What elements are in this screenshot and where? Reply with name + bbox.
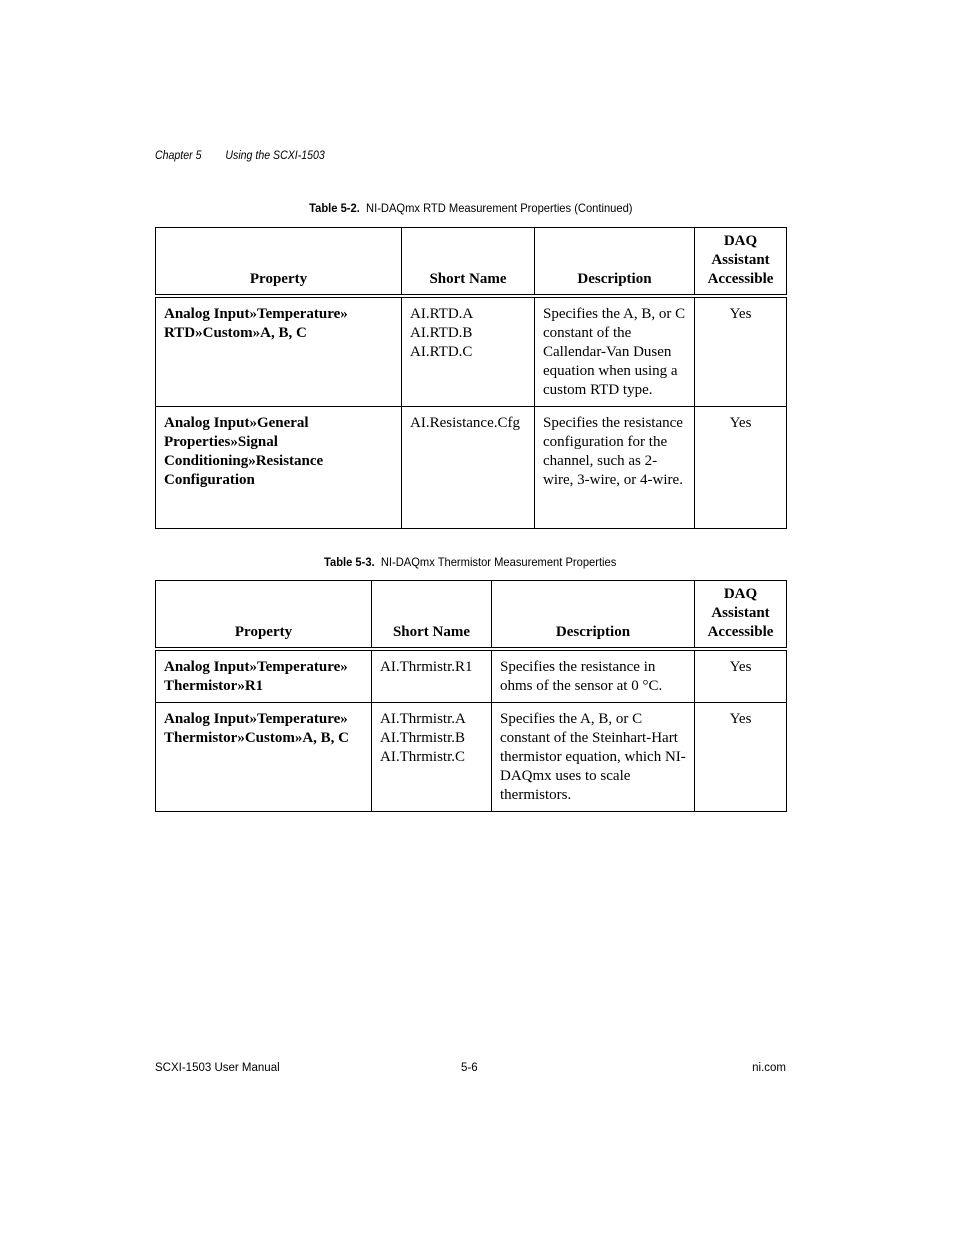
description-cell: Specifies the resistance in ohms of the sensor at 0 °C. xyxy=(492,649,695,703)
daq-accessible-cell: Yes xyxy=(695,296,787,407)
short-name: AI.Thrmistr.A xyxy=(380,711,466,727)
column-header-daq-assistant: DAQ Assistant Accessible xyxy=(695,228,787,297)
column-header-daq-assistant: DAQ Assistant Accessible xyxy=(695,581,787,650)
short-name: AI.Thrmistr.B xyxy=(380,730,465,746)
short-name-cell xyxy=(402,407,535,529)
short-name: AI.RTD.B xyxy=(410,325,473,341)
table1-caption-title: NI-DAQmx RTD Measurement Properties (Continued) xyxy=(365,201,633,215)
running-header xyxy=(155,150,325,162)
chapter-label: Chapter 5 xyxy=(155,150,202,162)
table2-caption xyxy=(155,555,786,569)
table-row xyxy=(156,649,787,703)
table1-caption-label: Table 5-2. xyxy=(308,201,360,215)
footer-website-link[interactable]: ni.com xyxy=(752,1062,786,1074)
column-header-property: Property xyxy=(156,581,372,650)
column-header-property: Property xyxy=(156,228,402,297)
daq-accessible-cell: Yes xyxy=(695,649,787,703)
property-cell: Analog Input»Temperature» Thermistor»R1 xyxy=(156,649,372,703)
short-name: AI.RTD.C xyxy=(410,344,473,360)
table-thermistor-properties xyxy=(155,580,787,812)
description-cell: Specifies the A, B, or C constant of the Callendar-Van Dusen equation when using a custom RTD type. xyxy=(535,296,695,407)
property-cell: Analog Input»General Properties»Signal Conditioning»Resistance Configuration xyxy=(156,407,402,529)
page-number: 5-6 xyxy=(461,1062,478,1074)
table2-caption-label: Table 5-3. xyxy=(324,555,375,569)
description-cell: Specifies the resistance configuration for the channel, such as 2-wire, 3-wire, or 4-wire. xyxy=(535,407,695,529)
property-cell: Analog Input»Temperature» Thermistor»Custom»A, B, C xyxy=(156,703,372,812)
table2-caption-title: NI-DAQmx Thermistor Measurement Properties xyxy=(381,555,617,569)
section-title: Using the SCXI-1503 xyxy=(225,150,325,162)
short-name-cell xyxy=(372,649,492,703)
property-cell: Analog Input»Temperature» RTD»Custom»A, B, C xyxy=(156,296,402,407)
column-header-short-name: Short Name xyxy=(372,581,492,650)
daq-accessible-cell: Yes xyxy=(695,703,787,812)
description-cell: Specifies the A, B, or C constant of the Steinhart-Hart thermistor equation, which NI-DAQmx uses to scale thermistors. xyxy=(492,703,695,812)
table-row xyxy=(156,703,787,812)
footer-manual-title: SCXI-1503 User Manual xyxy=(155,1062,280,1074)
table-row xyxy=(156,296,787,407)
short-name-cell xyxy=(372,703,492,812)
table-row xyxy=(156,407,787,529)
table-rtd-properties xyxy=(155,227,787,529)
column-header-description: Description xyxy=(535,228,695,297)
short-name-cell xyxy=(402,296,535,407)
short-name: AI.Thrmistr.R1 xyxy=(380,659,473,675)
column-header-description: Description xyxy=(492,581,695,650)
table1-caption xyxy=(155,201,786,215)
column-header-short-name: Short Name xyxy=(402,228,535,297)
short-name: AI.Resistance.Cfg xyxy=(410,415,520,431)
page-footer xyxy=(155,1062,786,1078)
short-name: AI.Thrmistr.C xyxy=(380,749,465,765)
short-name: AI.RTD.A xyxy=(410,306,474,322)
daq-accessible-cell: Yes xyxy=(695,407,787,529)
